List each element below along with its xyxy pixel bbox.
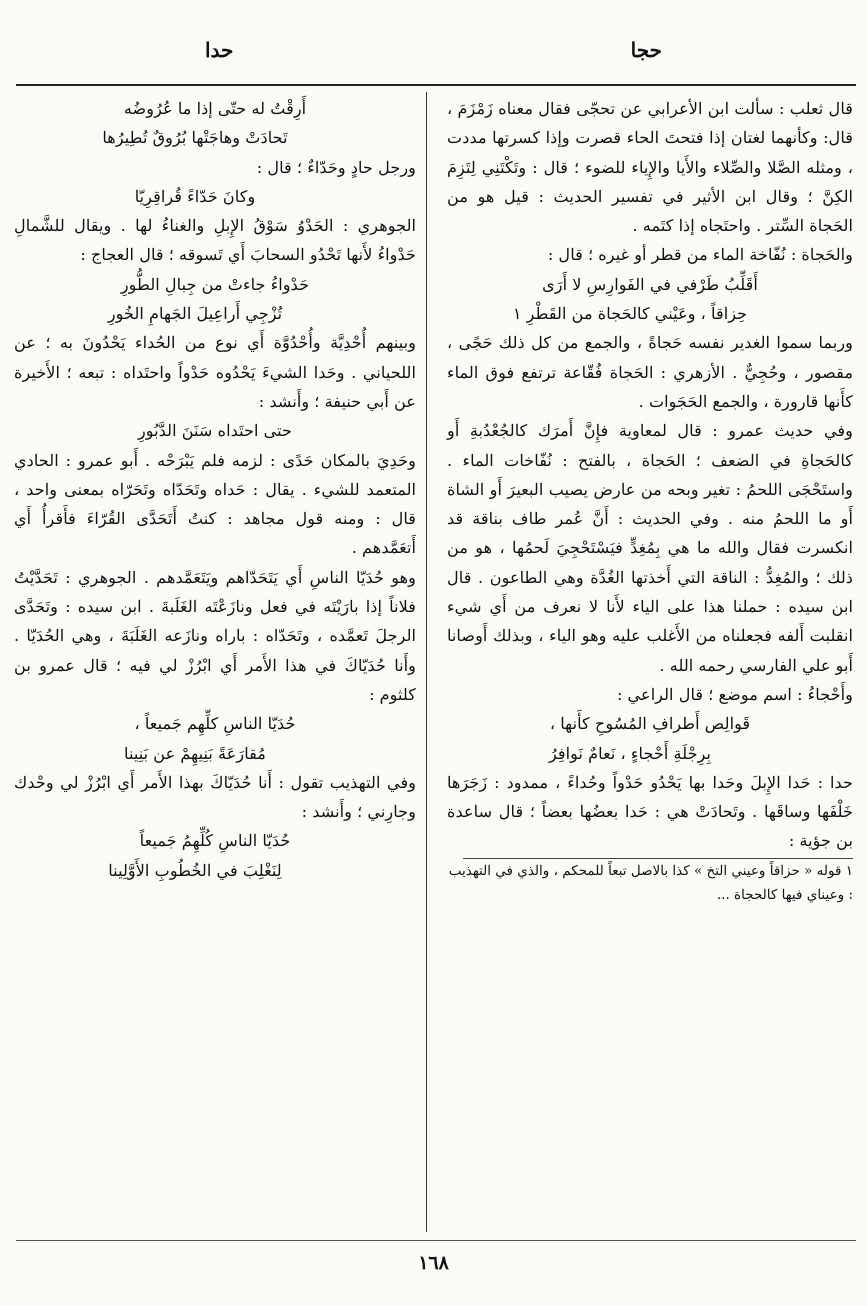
verse-line: تُزْجِي أَراعِيلَ الجَهامِ الخُورِ <box>107 304 283 324</box>
verse-line: حِزاقاً ، وعَيْني كالحَجاة من القَطْرِ ١ <box>512 304 748 324</box>
verse-line: وكانَ حَدّاءً قُراقِرِيّا <box>134 186 256 206</box>
top-rule <box>16 84 856 86</box>
right-column <box>447 94 853 907</box>
page-header <box>0 34 867 74</box>
verse-line: حُدَيّا الناسِ كُلِّهِمُ جَميعاً <box>139 831 291 851</box>
paragraph: وهو حُدَيّا الناسِ أَي يَتَحَدّاهم ويَتَعَمَّدهم . الجوهري : تَحَدَّيْتُ فلاناً إذا بارَيْتَه في فعل ونازَعْتَه الغَلَبةَ . ابن سيده : وتَحَدَّى الرجلَ تَعمَّده ، وتَحَدّاه : باراه ونازَعه الغَلَبَةَ ، وهي الحُدَيّا . وأَنا حُدَيّاكَ في هذا الأَمر أَي ابْرُزْ لي فيه ؛ قال عمرو بن كلثوم : <box>14 567 416 704</box>
left-column <box>14 94 416 885</box>
verse-line: حَدْواءُ جاءتْ من جِبالِ الطُّورِ <box>120 274 310 294</box>
paragraph: وربما سموا الغدير نفسه حَجاةً ، والجمع من كل ذلك حَجًى ، مقصور ، وحُجِيٌّ . الأزهري : الحَجاة فُقّاعة ترتفع فوق الماء كأَنها قارورة ، والجمع الحَجَوات . <box>447 333 853 411</box>
verse-line: مُقارَعَةً بَنِيهِمْ عن بَنِينا <box>124 743 266 763</box>
paragraph: الجوهري : الحَدْوُ سَوْقُ الإِبلِ والغناءُ لها . ويقال للشَّمالِ حَدْواءُ لأَنها تَحْدُو السحابَ أَي تَسوقه ؛ قال العجاج : <box>14 216 416 265</box>
footnote: ١ قوله « حزاقاً وعيني التخ » كذا بالاصل تبعاً للمحكم ، والذي في التهذيب : وعيناي فيها كالحجاة ... <box>448 862 853 903</box>
paragraph: وأَحْجاءُ : اسم موضع ؛ قال الراعي : <box>616 684 853 704</box>
paragraph: والحَجاة : نُفّاخة الماء من قطر أو غيره ؛ قال : <box>547 245 853 265</box>
bottom-rule <box>16 1240 856 1241</box>
header-right-word: حجا <box>630 38 662 62</box>
entry-hadda: حدا : حَدا الإِبلَ وحَدا بها يَحْدُو حَدْواً وحُداءً ، ممدود : زَجَرَها خَلْفَها وساقَها . وتَحادَتْ هي : حَدا بعضُها بعضاً ؛ قال ساعدة بن جؤية : <box>447 772 853 851</box>
verse-line: حتى احتَداه سَنَنَ الدَّبُورِ <box>137 421 293 441</box>
verse-line: قَوالِص أَطرافِ المُسُوحِ كأَنها ، <box>549 714 751 734</box>
column-divider <box>426 92 427 1232</box>
paragraph: وحَدِيَ بالمكان حَدًى : لزمه فلم يَبْرَحْه . أَبو عمرو : الحادي المتعمد للشيء . يقال : حَداه وتَحَدّاه وتَحَرّاه بمعنى واحد ، قال : ومنه قول مجاهد : كنتُ أَتَحَدَّى القُرّاءَ فأَقرأُ أَي أَتعَمَّدهم . <box>14 450 416 558</box>
verse-line: تَحادَتْ وهاجَتْها بُرُوقٌ تُطِيرُها <box>102 128 288 148</box>
paragraph: ورجل حادٍ وحَدّاءٌ ؛ قال : <box>256 157 416 177</box>
paragraph: قال ثعلب : سألت ابن الأعرابي عن تحجّى فقال معناه زَمْزَمَ ، قال: وكأنهما لغتان إذا فتحتَ الحاء قصرت وإذا كسرتها مددت ، ومثله الصَّلا والصِّلاء والأَيا والإِياء للضوء ؛ قال : وتَكْتَنِي لِتَزِمَ الكِنَّ ؛ وقال ابن الأثير في تفسير الحديث : قيل هو من الحَجاة السِّتر . واحتَجاه إذا كتَمه . <box>447 99 853 236</box>
verse-line: أَرِقْتُ له حتّى إذا ما عُرُوضُه <box>123 99 307 118</box>
header-left-word: حدا <box>205 38 234 62</box>
verse-line: حُدَيّا الناسِ كلِّهِم جَميعاً ، <box>134 714 296 734</box>
verse-line: أَقَلِّبُ طَرْفي في الفَوارِسِ لا أَرَى <box>542 274 758 294</box>
verse-line: لِنَغْلِبَ في الخُطُوبِ الأَوَّلِينا <box>108 860 282 880</box>
page-number: ١٦٨ <box>418 1252 449 1274</box>
paragraph: وفي التهذيب تقول : أَنا حُدَيّاكَ بهذا الأَمر أَي ابْرُزْ لي وحْدك وجارِني ؛ وأَنشد : <box>14 772 416 822</box>
paragraph: وفي حديث عمرو : قال لمعاوية فإِنَّ أَمرَك كالجُعْدُبةِ أَو كالحَجاةِ في الضعف ؛ الحَجاة ، بالفتح : نُفّاخات الماء . واستَحْجَى اللحمُ : تغير وبحه من عارض يصيب البعيرَ أَو الشاة أَو ما اللحمُ منه . وفي الحديث : أَنَّ عُمر طاف بناقة قد انكسرت فقال والله ما هي بِمُغِدٍّ فيَسْتَحْجِيَ لَحمُها ، هو من ذلك ؛ والمُغِدُّ : الناقة التي أَخذتها الغُدَّة وهي الطاعون . قال ابن سيده : حملنا هذا على الياء لأَنا لا نعرف من أَي شيء انقلبت أَلفه فجعلناه من الأَغلب عليه وهو الياء ، وبذلك أَوصانا أَبو علي الفارسي رحمه الله . <box>447 421 853 675</box>
verse-line: بِرِجْلَةِ أَحْجاءٍ ، نَعامٌ نَوافِرُ <box>548 743 712 763</box>
paragraph: وبينهم أُحْدِيَّة وأُحْدُوَّة أَي نوع من الحُداء يَحْدُونَ به ؛ عن اللحياني . وحَدا الشيءَ يَحْدُوه حَدْواً واحتَداه : تبعه ؛ الأَخيرة عن أَبي حنيفة ؛ وأَنشد : <box>14 333 416 411</box>
